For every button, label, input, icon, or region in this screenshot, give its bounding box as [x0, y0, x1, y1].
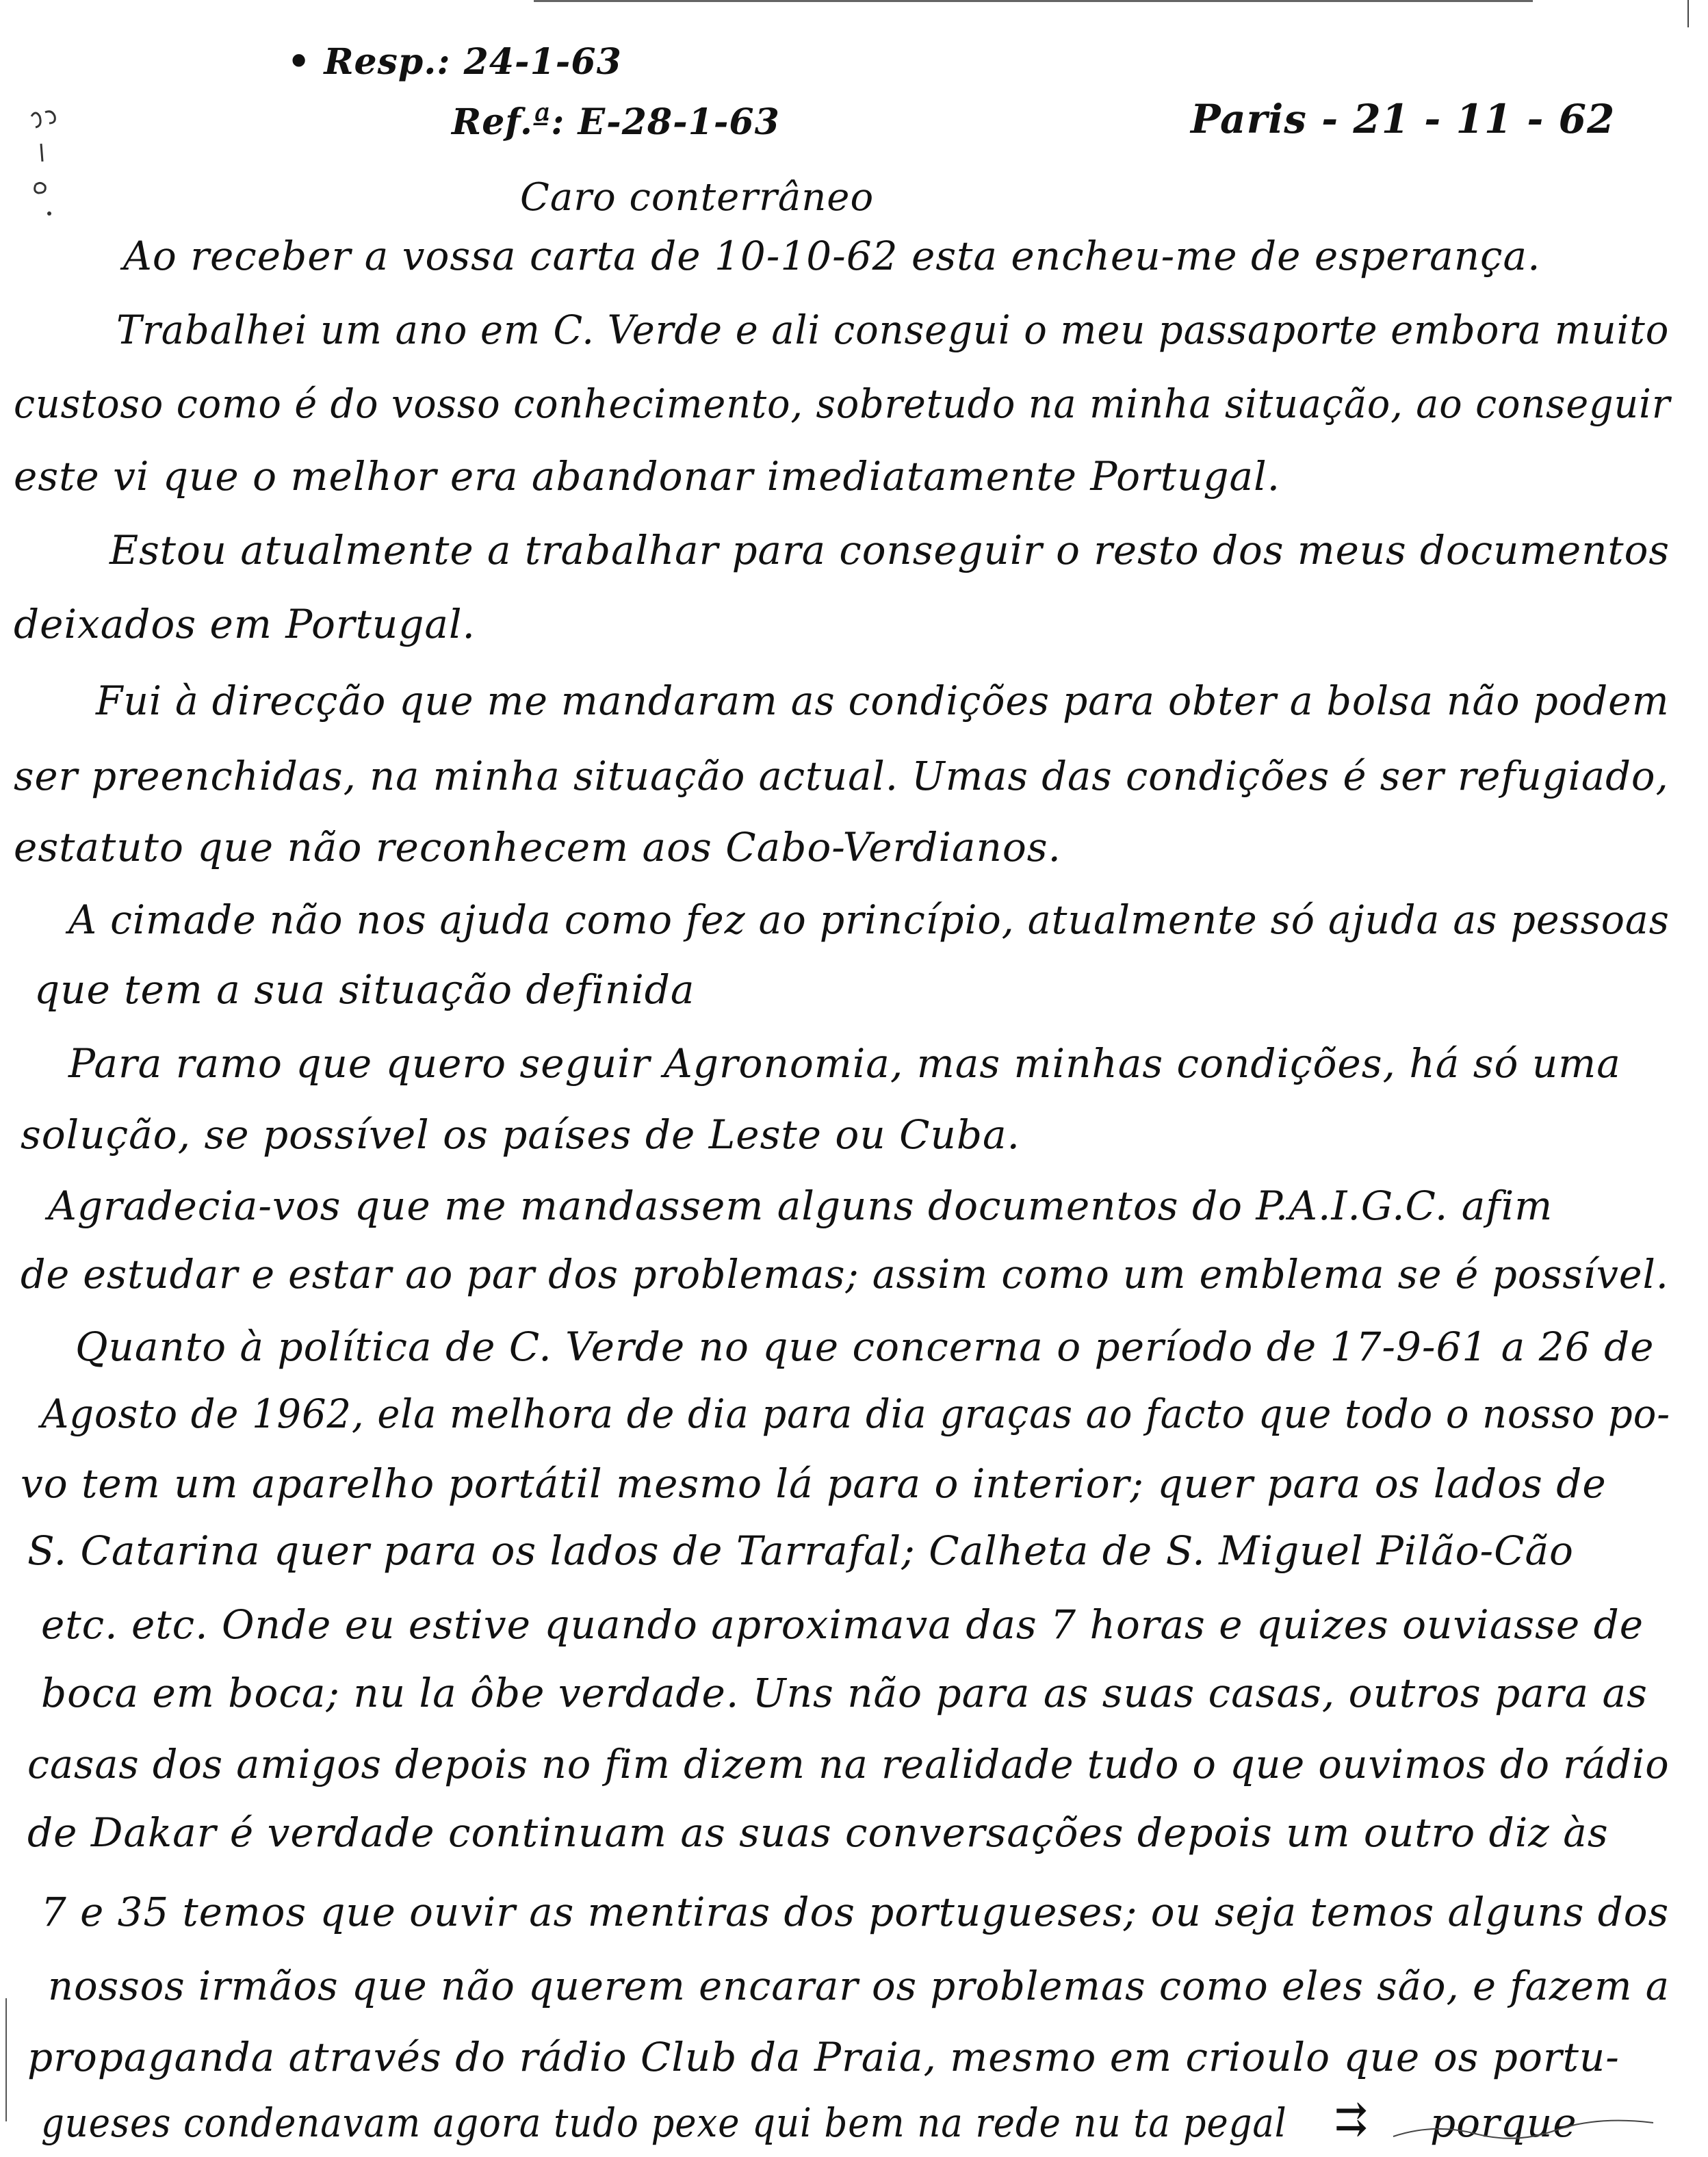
- file-reference: Ref.ª: E-28-1-63: [452, 101, 780, 143]
- body-line: vo tem um aparelho portátil mesmo lá para o interior; quer para os lados de: [21, 1460, 1607, 1507]
- margin-scribble: [25, 103, 66, 246]
- body-line: Trabalhei um ano em C. Verde e ali consegui o meu passaporte embora muito: [116, 307, 1670, 353]
- body-line: gueses condenavam agora tudo pexe qui bem na rede nu ta pegal: [41, 2100, 1287, 2146]
- body-line: que tem a sua situação definida: [34, 966, 695, 1013]
- body-line: propaganda através do rádio Club da Praia, mesmo em crioulo que os portu-: [27, 2034, 1620, 2080]
- body-line: Agradecia-vos que me mandassem alguns documentos do P.A.I.G.C. afim: [48, 1183, 1553, 1229]
- body-line: A cimade não nos ajuda como fez ao princípio, atualmente só ajuda as pessoas: [68, 896, 1670, 943]
- body-line: Agosto de 1962, ela melhora de dia para dia graças ao facto que todo o nosso po-: [41, 1391, 1671, 1437]
- body-line: casas dos amigos depois no fim dizem na realidade tudo o que ouvimos do rádio: [27, 1741, 1670, 1787]
- place-and-date: Paris - 21 - 11 - 62: [1191, 96, 1616, 142]
- continuation-arrow: ⇉: [1334, 2095, 1369, 2142]
- body-line: estatuto que não reconhecem aos Cabo-Verdianos.: [14, 824, 1061, 870]
- body-line: solução, se possível os países de Leste ou Cuba.: [21, 1111, 1020, 1158]
- response-reference: • Resp.: 24-1-63: [287, 41, 622, 83]
- body-line: 7 e 35 temos que ouvir as mentiras dos portugueses; ou seja temos alguns dos: [41, 1889, 1670, 1935]
- body-line: de Dakar é verdade continuam as suas conversações depois um outro diz às: [27, 1809, 1609, 1856]
- body-line: Estou atualmente a trabalhar para conseguir o resto dos meus documentos: [109, 527, 1670, 573]
- body-line: custoso como é do vosso conhecimento, sobretudo na minha situação, ao conseguir: [14, 380, 1671, 427]
- body-line: boca em boca; nu la ôbe verdade. Uns não para as suas casas, outros para as: [41, 1670, 1648, 1716]
- body-line: este vi que o melhor era abandonar imediatamente Portugal.: [14, 453, 1281, 500]
- body-line: deixados em Portugal.: [14, 601, 476, 647]
- body-line: Ao receber a vossa carta de 10-10-62 esta encheu-me de esperança.: [123, 233, 1541, 279]
- scan-edge-right: [1687, 0, 1689, 27]
- body-line: de estudar e estar ao par dos problemas; assim como um emblema se é possível.: [21, 1251, 1669, 1297]
- body-line: Para ramo que quero seguir Agronomia, mas minhas condições, há só uma: [68, 1040, 1621, 1087]
- body-line: ser preenchidas, na minha situação actual. Umas das condições é ser refugiado,: [14, 753, 1669, 799]
- bottom-right-scribble: [1386, 2109, 1660, 2150]
- scan-edge-left: [5, 1998, 7, 2121]
- body-line-continuation: porque: [1430, 2100, 1577, 2146]
- body-line: S. Catarina quer para os lados de Tarrafal; Calheta de S. Miguel Pilão-Cão: [27, 1527, 1574, 1574]
- salutation: Caro conterrâneo: [520, 175, 875, 220]
- body-line: etc. etc. Onde eu estive quando aproximava das 7 horas e quizes ouviasse de: [41, 1601, 1644, 1648]
- body-line: Fui à direcção que me mandaram as condições para obter a bolsa não podem: [96, 677, 1670, 724]
- body-line: nossos irmãos que não querem encarar os problemas como eles são, e fazem a: [48, 1963, 1670, 2009]
- body-line: Quanto à política de C. Verde no que concerna o período de 17-9-61 a 26 de: [75, 1323, 1655, 1370]
- scan-edge-top: [534, 0, 1533, 2]
